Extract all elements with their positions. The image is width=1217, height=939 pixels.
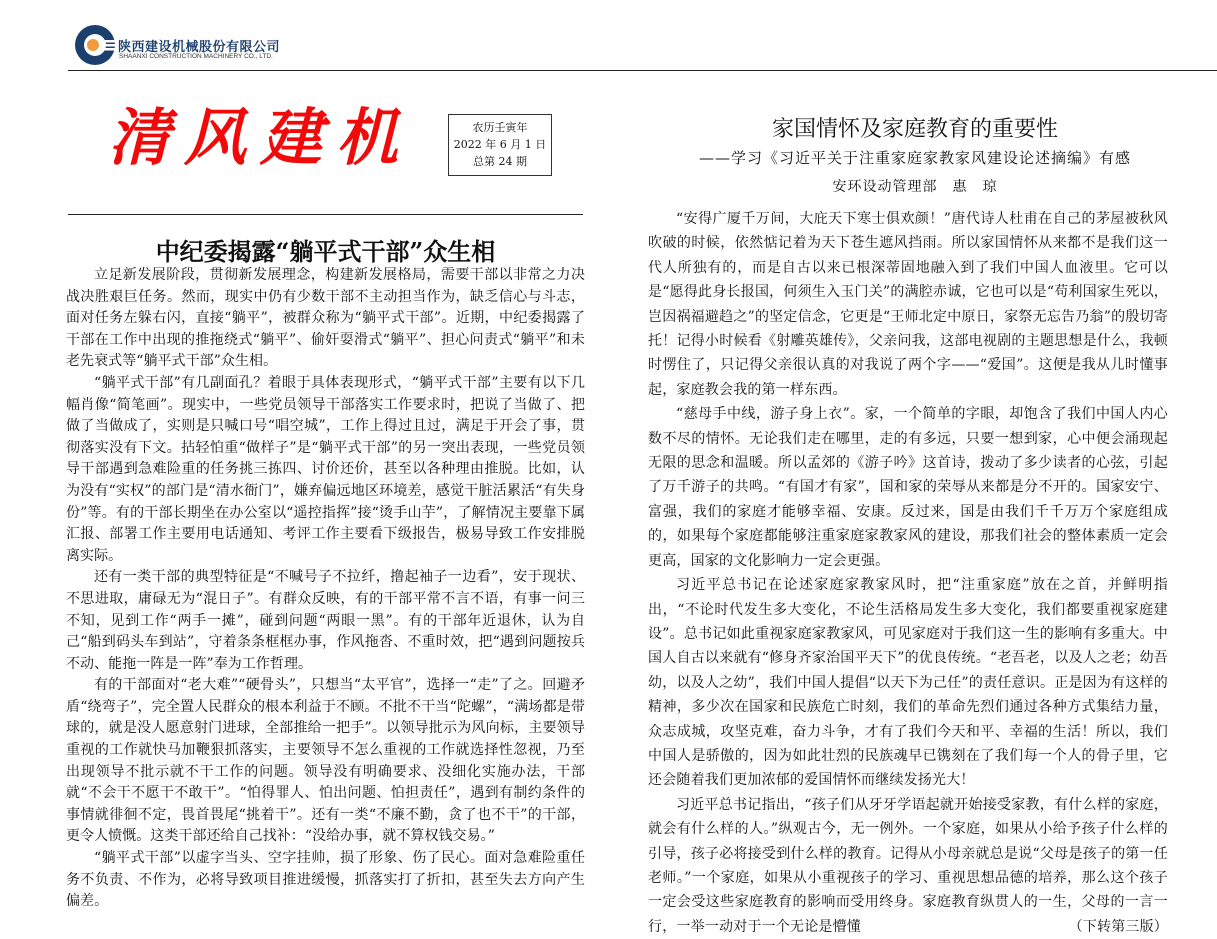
paragraph: 立足新发展阶段，贯彻新发展理念，构建新发展格局，需要干部以非常之力决战决胜艰巨任务。然而，现实中仍有少数干部不主动担当作为，缺乏信心与斗志，面对任务左躲右闪，直接“躺平”，被群众称为“躺平式干部”。近期，中纪委揭露了干部在工作中出现的推拖绕式“躺平”、偷奸耍滑式“躺平”、担心问责式“躺平”和未老先衰式等“躺平式干部”众生相。 <box>66 267 585 370</box>
paragraph: “躺平式干部”有几副面孔？着眼于具体表现形式，“躺平式干部”主要有以下几幅肖像“简笔画”。现实中，一些党员领导干部落实工作要求时，把说了当做了、把做了当做成了，实则是只喊口号“唱空城”，工作上得过且过，满足于开会了事，贯彻落实没有下文。拈轻怕重“做样子”是“躺平式干部”的另一突出表现，一些党员领导干部遇到急难险重的任务挑三拣四、讨价还价，甚至以各种理由推脱。比如，认为没有“实权”的部门是“清水衙门”，嫌弃偏远地区环境差，感觉干脏活累活“有失身份”等。有的干部长期坐在办公室以“遥控指挥”接“烫手山芋”，了解情况主要靠下属汇报、部署工作主要用电话通知、考评工作主要看下级报告，极易导致工作安排脱离实际。 <box>66 374 585 564</box>
paragraph: “安得广厦千万间，大庇天下寒士俱欢颜！”唐代诗人杜甫在自己的茅屋被秋风吹破的时候，依然惦记着为天下苍生遮风挡雨。所以家国情怀从来都不是我们这一代人所独有的，而是自古以来已根深蒂固地融入到了我们中国人血液里。它可以是“愿得此身长报国，何须生入玉门关”的满腔赤诚，它也可以是“苟利国家生死以，岂因祸福避趋之”的坚定信念，它更是“王师北定中原日，家祭无忘告乃翁”的殷切寄托！记得小时候看《射雕英雄传》，父亲问我，这部电视剧的主题思想是什么，我顿时愣住了，只记得父亲很认真的对我说了两个字——“爱国”。这便是我从儿时懂事起，家庭教会我的第一样东西。 <box>648 211 1168 398</box>
right-article-author: 安环设动管理部 惠 琼 <box>832 179 998 195</box>
continued-notice: （下转第三版） <box>1068 918 1168 935</box>
paragraph: 习近平总书记在论述家庭家教家风时，把“注重家庭”放在之首，并鲜明指出，“不论时代发生多大变化，不论生活格局发生多大变化，我们都要重视家庭建设”。总书记如此重视家庭家教家风，可见家庭对于我们这一生的影响有多重大。中国人自古以来就有“修身齐家治国平天下”的优良传统。“老吾老，以及人之老；幼吾幼，以及人之幼”，我们中国人提倡“以天下为己任”的责任意识。正是因为有这样的精神，多少次在国家和民族危亡时刻，我们的革命先烈们通过各种方式集结力量，众志成城，攻坚克难，奋力斗争，才有了我们今天和平、幸福的生活！所以，我们中国人是骄傲的，因为如此壮烈的民族魂早已镌刻在了我们每一个人的骨子里，它还会随着我们更加浓郁的爱国情怀而继续发扬光大！ <box>648 577 1168 789</box>
paragraph: 有的干部面对“老大难”“硬骨头”，只想当“太平官”，选择一“走”了之。回避矛盾“绕弯子”，完全置人民群众的根本利益于不顾。不批不干当“陀螺”，“满场都是带球的，就是没人愿意射门进球，全部推给一把手”。以领导批示为风向标，主要领导重视的工作就快马加鞭狠抓落实，主要领导不怎么重视的工作就选择性忽视，乃至出现领导不批示就不干工作的问题。领导没有明确要求、没细化实施办法，干部就“不会干不愿干不敢干”。“怕得罪人、怕出问题、怕担责任”，遇到有制约条件的事情就徘徊不定，畏首畏尾“挑着干”。还有一类“不廉不勤，贪了也不干”的干部，更令人愤慨。这类干部还给自己找补：“没给办事，就不算权钱交易。” <box>66 677 585 845</box>
company-logo-icon <box>74 24 116 66</box>
right-article-subtitle: ——学习《习近平关于注重家庭家教家风建设论述摘编》有感 <box>698 149 1131 167</box>
paragraph: “躺平式干部”以虚字当头、空字挂帅，损了形象、伤了民心。面对急难险重任务不负责、不作为，必将导致项目推进缓慢，抓落实打了折扣，甚至失去方向产生偏差。 <box>66 850 585 910</box>
header-divider <box>68 70 1217 71</box>
company-name-cn: 陕西建设机械股份有限公司 <box>118 40 281 55</box>
masthead-title: 清风建机 <box>108 101 413 174</box>
paragraph <box>648 793 1168 939</box>
issue-date: 2022 年 6 月 1 日 <box>453 138 547 151</box>
left-article-body <box>66 265 585 913</box>
lunar-year: 农历壬寅年 <box>472 121 528 134</box>
paragraph: “慈母手中线，游子身上衣”。家，一个简单的字眼，却饱含了我们中国人内心数不尽的情怀。无论我们走在哪里，走的有多远，只要一想到家，心中便会涌现起无限的思念和温暖。所以孟郊的《游子吟》这首诗，拨动了多少读者的心弦，引起了万千游子的共鸣。“有国才有家”，国和家的荣辱从来都是分不开的。国家安宁、富强，我们的家庭才能够幸福、安康。反过来，国是由我们千千万万个家庭组成的，如果每个家庭都能够注重家庭家教家风的建设，那我们社会的整体素质一定会更高，国家的文化影响力一定会更强。 <box>648 406 1168 569</box>
right-article-body <box>648 207 1168 939</box>
right-article-title: 家国情怀及家庭教育的重要性 <box>771 117 1058 142</box>
issue-number: 总第 24 期 <box>473 155 527 168</box>
company-name-en: SHAANXI CONSTRUCTION MACHINERY CO., LTD. <box>119 53 273 60</box>
paragraph: 还有一类干部的典型特征是“不喊号子不拉纤，撸起袖子一边看”，安于现状、不思进取，庸碌无为“混日子”。有群众反映，有的干部平常不言不语，有事一问三不知，见到工作“两手一摊”，碰到问题“两眼一黑”。有的干部年近退休，认为自己“船到码头车到站”，守着条条框框办事，作风拖沓、不重时效，把“遇到问题按兵不动、能拖一阵是一阵”奉为工作哲理。 <box>66 569 585 672</box>
issue-info-box <box>448 114 552 176</box>
paragraph-text: 习近平总书记指出，“孩子们从牙牙学语起就开始接受家教，有什么样的家庭，就会有什么样的人。”纵观古今，无一例外。一个家庭，如果从小给予孩子什么样的引导，孩子必将接受到什么样的教育。记得从小母亲就总是说“父母是孩子的第一任老师。”一个家庭，如果从小重视孩子的学习、重视思想品德的培养，那么这个孩子一定会受这些家庭教育的影响而受用终身。家庭教育纵贯人的一生，父母的一言一行，一举一动对于一个无论是懵懂 <box>648 796 1168 935</box>
masthead-divider <box>68 214 583 215</box>
left-article-headline: 中纪委揭露“躺平式干部”众生相 <box>155 237 496 266</box>
